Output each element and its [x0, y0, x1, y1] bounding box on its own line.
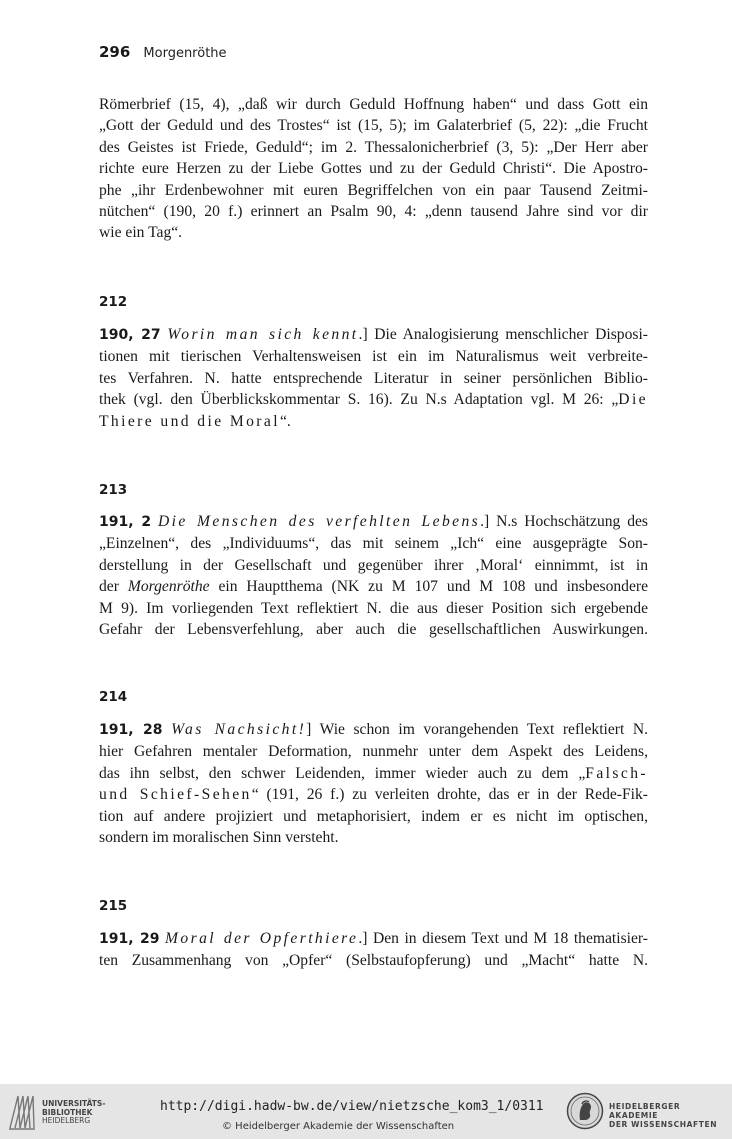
text-line — [99, 411, 648, 432]
text-line: derstellung in der Gesellschaft und gegenüber ihrer ‚Moral‘ einnimmt, ist in — [99, 556, 648, 574]
university-library-name — [42, 1100, 105, 1126]
text-line: Gefahr der Lebensverfehlung, aber auch die gesellschaftlichen Auswirkungen. — [99, 621, 648, 639]
text-fragment: .] Den in diesem Text und M 18 thematisier- — [358, 930, 648, 947]
copyright-notice: © Heidelberger Akademie der Wissenschaften — [222, 1121, 455, 1132]
text-line — [99, 763, 648, 784]
text-line — [99, 389, 648, 410]
text-fragment: ] Wie schon im vorangehenden Text reflektiert N. — [306, 721, 649, 738]
text-line: des Geistes ist Friede, Geduld“; im 2. Thessalonicherbrief (3, 5): „Der Herr aber — [99, 138, 648, 156]
commentary-214 — [99, 719, 648, 848]
academy-seal-icon — [566, 1092, 604, 1130]
text-line: tion auf andere projiziert und metaphorisiert, indem er es nicht im optischen, — [99, 807, 648, 825]
page-number: 296 — [99, 43, 131, 61]
text-line — [99, 784, 648, 805]
running-title: Morgenröthe — [143, 46, 227, 61]
text-fragment: der — [99, 578, 128, 596]
text-line: Römerbrief (15, 4), „daß wir durch Geduld Hoffnung haben“ und dass Gott ein — [99, 96, 648, 113]
line-reference: 191, 29 — [99, 931, 160, 947]
text-line: nütchen“ (190, 20 f.) erinnert an Psalm 90, 4: „denn tausend Jahre sind vor dir — [99, 203, 648, 221]
text-fragment: “. — [279, 412, 291, 430]
library-line: HEIDELBERG — [42, 1116, 91, 1125]
text-line — [99, 324, 648, 346]
lemma: Was Nachsicht! — [171, 721, 307, 738]
lemma: Worin man sich kennt — [167, 326, 359, 343]
library-line: BIBLIOTHEK — [42, 1107, 93, 1117]
text-line: tionen mit tierischen Verhaltensweisen ist ein im Naturalismus weit verbreite- — [99, 348, 648, 366]
text-fragment: .] Die Analogisierung menschlicher Disposi- — [358, 326, 648, 343]
spaced-quote: und Schief-Sehen — [99, 786, 252, 804]
text-line: „Gott der Geduld und des Trostes“ ist (15, 5); im Galaterbrief (5, 22): „die Frucht — [99, 117, 648, 135]
text-fragment: ein Hauptthema (NK zu M 107 und M 108 und insbesondere — [209, 578, 648, 596]
commentary-213 — [99, 511, 648, 640]
spaced-quote: Falsch- — [585, 764, 648, 782]
commentary-215 — [99, 928, 648, 972]
text-line: ten Zusammenhang von „Opfer“ (Selbstaufopferung) und „Macht“ hatte N. — [99, 952, 648, 970]
text-fragment: das ihn selbst, den schwer Leidenden, immer wieder auch zu dem „ — [99, 764, 586, 782]
library-line: UNIVERSITÄTS- — [42, 1099, 106, 1108]
commentary-212 — [99, 324, 648, 432]
text-line: richte eure Herzen zu der Liebe Gottes und zu der Geduld Christi“. Die Apostro- — [99, 160, 648, 178]
spaced-quote: Die — [618, 391, 648, 409]
text-line: tes Verfahren. N. hatte entsprechende Literatur in seiner persönlichen Biblio- — [99, 369, 648, 387]
intro-paragraph — [99, 94, 648, 244]
text-line: sondern im moralischen Sinn versteht. — [99, 829, 339, 847]
text-line — [99, 511, 648, 533]
line-reference: 191, 2 — [99, 514, 152, 530]
text-line — [99, 928, 648, 950]
book-title: Morgenröthe — [127, 578, 210, 596]
section-number-214: 214 — [99, 689, 128, 705]
text-line — [99, 576, 648, 597]
text-line: hier Gefahren mentaler Deformation, nunmehr unter dem Aspekt des Leidens, — [99, 743, 648, 761]
text-fragment: thek (vgl. den Überblickskommentar S. 16). Zu N.s Adaptation vgl. M 26: „ — [99, 391, 619, 409]
text-fragment: “ (191, 26 f.) zu verleiten drohte, das er in der Rede-Fik- — [251, 786, 648, 804]
running-head — [99, 42, 227, 61]
lemma: Moral der Opferthiere — [165, 930, 359, 947]
text-line — [99, 719, 648, 741]
line-reference: 190, 27 — [99, 327, 161, 343]
text-line: phe „ihr Erdenbewohner mit euren Begriffelchen von ein paar Tausend Zeitmi- — [99, 181, 648, 199]
permalink-url[interactable]: http://digi.hadw-bw.de/view/nietzsche_kom3_1/0311 — [160, 1099, 544, 1114]
section-number-215: 215 — [99, 898, 128, 914]
section-number-213: 213 — [99, 482, 128, 498]
lemma: Die Menschen des verfehlten Lebens — [158, 513, 481, 530]
spaced-quote: Thiere und die Moral — [99, 412, 280, 430]
line-reference: 191, 28 — [99, 722, 163, 738]
university-library-logo-icon — [8, 1092, 36, 1132]
academy-name — [609, 1102, 732, 1129]
text-line: „Einzelnen“, des „Individuums“, das mit seinem „Ich“ eine ausgeprägte Son- — [99, 535, 648, 553]
academy-line: HEIDELBERGER AKADEMIE — [609, 1102, 681, 1120]
footer-bar — [0, 1084, 732, 1139]
text-line: wie ein Tag“. — [99, 224, 183, 242]
text-line: M 9). Im vorliegenden Text reflektiert N. die aus dieser Position sich ergebende — [99, 599, 648, 617]
academy-line: DER WISSENSCHAFTEN — [609, 1120, 718, 1129]
text-fragment: .] N.s Hochschätzung des — [480, 513, 648, 530]
section-number-212: 212 — [99, 294, 128, 310]
